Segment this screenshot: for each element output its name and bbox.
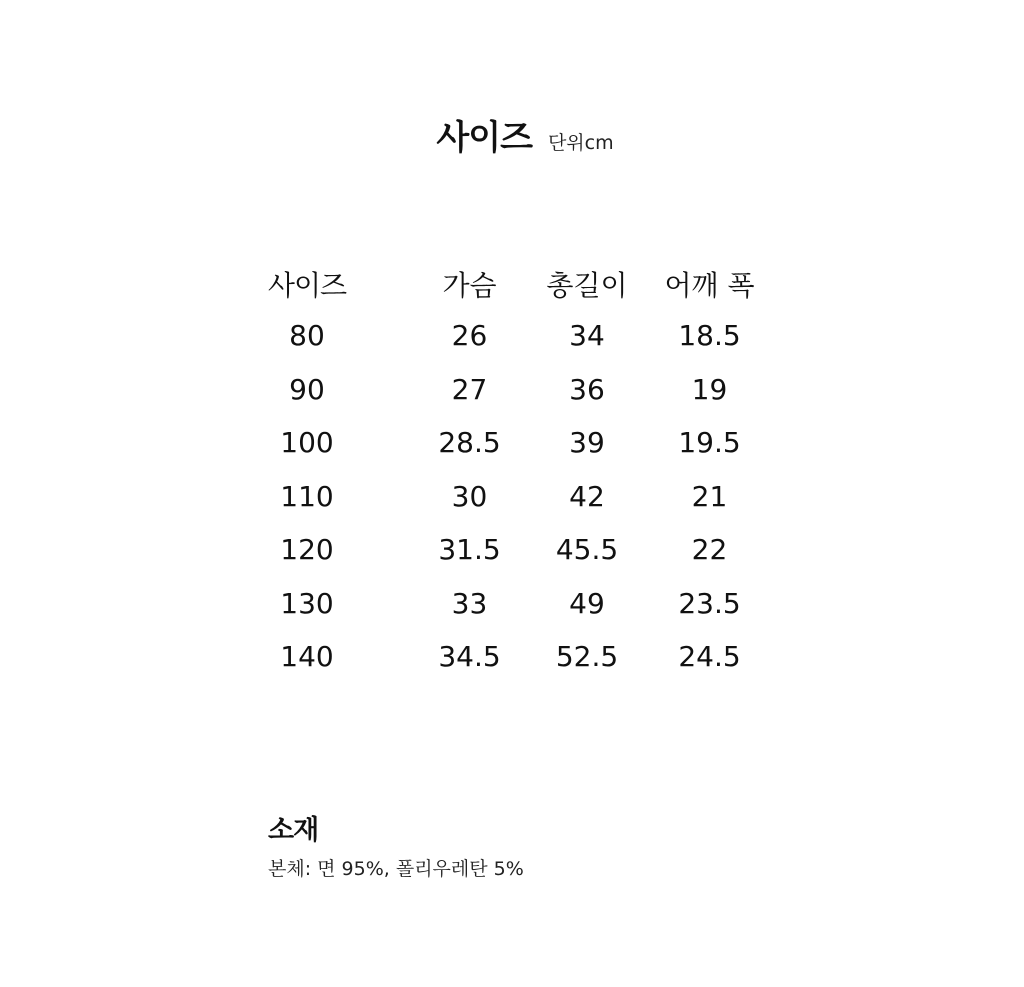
column-header-chest: 가슴	[442, 269, 497, 302]
column-header-size: 사이즈	[267, 269, 347, 302]
size-cell: 110	[280, 479, 334, 513]
length-cell: 36	[569, 372, 605, 406]
table-row	[262, 309, 762, 363]
size-cell: 120	[280, 533, 334, 567]
material-title: 소재	[268, 815, 319, 846]
chest-cell: 30	[451, 479, 488, 513]
table-row	[262, 630, 762, 684]
table-row	[262, 577, 762, 631]
shoulder-cell: 19.5	[678, 426, 741, 460]
table-row	[262, 523, 762, 577]
table-row	[262, 416, 762, 470]
shoulder-cell: 23.5	[678, 586, 741, 620]
length-cell: 45.5	[555, 533, 619, 567]
shoulder-cell: 18.5	[678, 319, 741, 353]
material-description: 본체: 면 95%, 폴리우레탄 5%	[268, 858, 524, 880]
column-spacer	[352, 523, 422, 577]
chest-cell: 26	[451, 319, 488, 353]
chest-cell: 31.5	[438, 533, 501, 567]
column-spacer	[352, 630, 422, 684]
column-spacer	[352, 470, 422, 524]
size-cell: 90	[289, 372, 325, 406]
column-spacer	[352, 363, 422, 417]
length-cell: 42	[569, 479, 605, 513]
table-row	[262, 363, 762, 417]
chest-cell: 34.5	[438, 640, 501, 674]
table-header-row	[262, 262, 762, 309]
length-cell: 49	[569, 586, 605, 620]
length-cell: 34	[569, 319, 605, 353]
shoulder-cell: 24.5	[678, 640, 741, 674]
column-spacer	[352, 416, 422, 470]
chest-cell: 33	[451, 586, 488, 620]
shoulder-cell: 19	[691, 372, 728, 406]
size-title-row	[0, 110, 1024, 159]
chest-cell: 27	[451, 372, 488, 406]
shoulder-cell: 22	[691, 533, 728, 567]
column-spacer	[352, 577, 422, 631]
size-cell: 80	[289, 319, 325, 353]
size-cell: 100	[280, 426, 334, 460]
table-row	[262, 470, 762, 524]
column-header-shoulder: 어깨 폭	[664, 269, 755, 302]
size-table	[262, 262, 762, 684]
column-header-length: 총길이	[546, 269, 628, 302]
shoulder-cell: 21	[691, 479, 728, 513]
length-cell: 52.5	[555, 640, 619, 674]
size-cell: 140	[280, 640, 334, 674]
size-cell: 130	[280, 586, 334, 620]
unit-label: 단위cm	[547, 132, 614, 154]
column-spacer	[352, 262, 422, 309]
length-cell: 39	[569, 426, 605, 460]
column-spacer	[352, 309, 422, 363]
page-title: 사이즈	[436, 118, 532, 158]
chest-cell: 28.5	[438, 426, 501, 460]
